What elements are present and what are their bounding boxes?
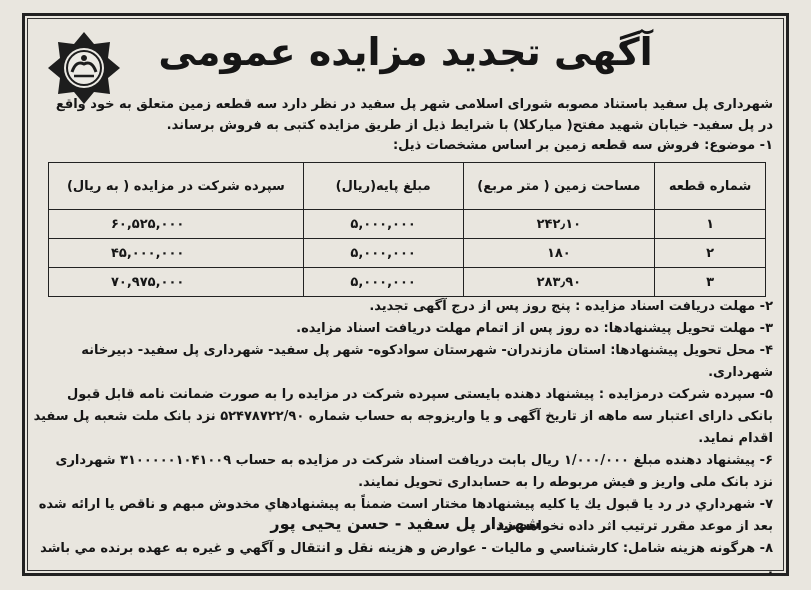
cell-area: ۲۸۳٫۹۰ <box>463 268 655 297</box>
header-deposit: سپرده شرکت در مزایده ( به ریال) <box>49 163 304 210</box>
lots-table <box>48 162 766 297</box>
intro-paragraph: شهرداری پل سفید باستناد مصوبه شورای اسلامی شهر پل سفید در نظر دارد سه قطعه زمین متعلق به خود واقع در پل سفید- خیابان شهید مفتح( میارکلا) با شرایط ذیل از طریق مزایده کتبی به فروش برساند. <box>55 97 773 133</box>
header-base-price: مبلغ پایه(ریال) <box>303 163 463 210</box>
cell-base: ۵,۰۰۰,۰۰۰ <box>303 268 463 297</box>
condition-item: ۶- پیشنهاد دهنده مبلغ ۱/۰۰۰/۰۰۰ ریال بابت دریافت اسناد شرکت در مزایده به حساب ۳۱۰۰۰۰۰۱۰۴۱۰۰۹ شهرداری نزد بانک ملی واریز و فیش مربوطه را به حسابداری تحویل نمایند. <box>55 453 773 490</box>
cell-area: ۲۴۲٫۱۰ <box>463 210 655 239</box>
table-row <box>49 210 766 239</box>
header-lot-number: شماره قطعه <box>655 163 766 210</box>
condition-item: ۵- سپرده شرکت درمزایده : پیشنهاد دهنده بایستی سپرده شرکت در مزایده را به صورت ضمانت نامه قابل قبول بانکی دارای اعتبار سه ماهه از تاریخ آگهی و یا واریزوجه به حساب شماره ۵۲۴۷۸۷۲۲/۹۰ نزد بانک ملت شعبه پل سفید اقدام نماید. <box>33 387 773 446</box>
table-row <box>49 239 766 268</box>
conditions-list <box>33 296 773 582</box>
condition-item: ۴- محل تحویل پیشنهادها: استان مازندران- شهرستان سوادکوه- شهر پل سفید- شهرداری پل سفید- دبیرخانه شهرداری. <box>81 343 773 380</box>
table-row <box>49 268 766 297</box>
condition-item: ۷- شهرداري در رد يا قبول یك يا کليه پيشنهادها مختار است ضمناً به پیشنهادهاي مخدوش مبهم و ناقص يا ارائه شده بعد از موعد مقرر ترتيب اثر داده نخواهد شد . <box>38 497 773 534</box>
cell-area: ۱۸۰ <box>463 239 655 268</box>
table-header-row <box>49 163 766 210</box>
cell-deposit: ۷۰,۹۷۵,۰۰۰ <box>49 268 304 297</box>
condition-item: ۲- مهلت دریافت اسناد مزایده : پنج روز پس از درج آگهی تجدید. <box>369 299 773 314</box>
page-title: آگهی تجدید مزایده عمومی <box>158 30 653 74</box>
cell-deposit: ۶۰,۵۲۵,۰۰۰ <box>49 210 304 239</box>
cell-deposit: ۴۵,۰۰۰,۰۰۰ <box>49 239 304 268</box>
cell-lot: ۲ <box>655 239 766 268</box>
cell-base: ۵,۰۰۰,۰۰۰ <box>303 239 463 268</box>
cell-lot: ۳ <box>655 268 766 297</box>
cell-base: ۵,۰۰۰,۰۰۰ <box>303 210 463 239</box>
condition-item: ۸- هرگونه هزينه شامل: كارشناسي و ماليات - عوارض و هزينه نقل و انتقال و آگهي و غيره به عهده برنده مي باشد . <box>40 541 773 578</box>
condition-item: ۳- مهلت تحویل پیشنهادها: ده روز پس از اتمام مهلت دریافت اسناد مزایده. <box>296 321 773 336</box>
subject-line: ۱- موضوع: فروش سه قطعه زمین بر اساس مشخصات ذیل: <box>392 138 773 153</box>
mayor-signature: شهردار پل سفید - حسن یحیی پور <box>270 514 541 533</box>
cell-lot: ۱ <box>655 210 766 239</box>
header-area: مساحت زمین ( متر مربع) <box>463 163 655 210</box>
